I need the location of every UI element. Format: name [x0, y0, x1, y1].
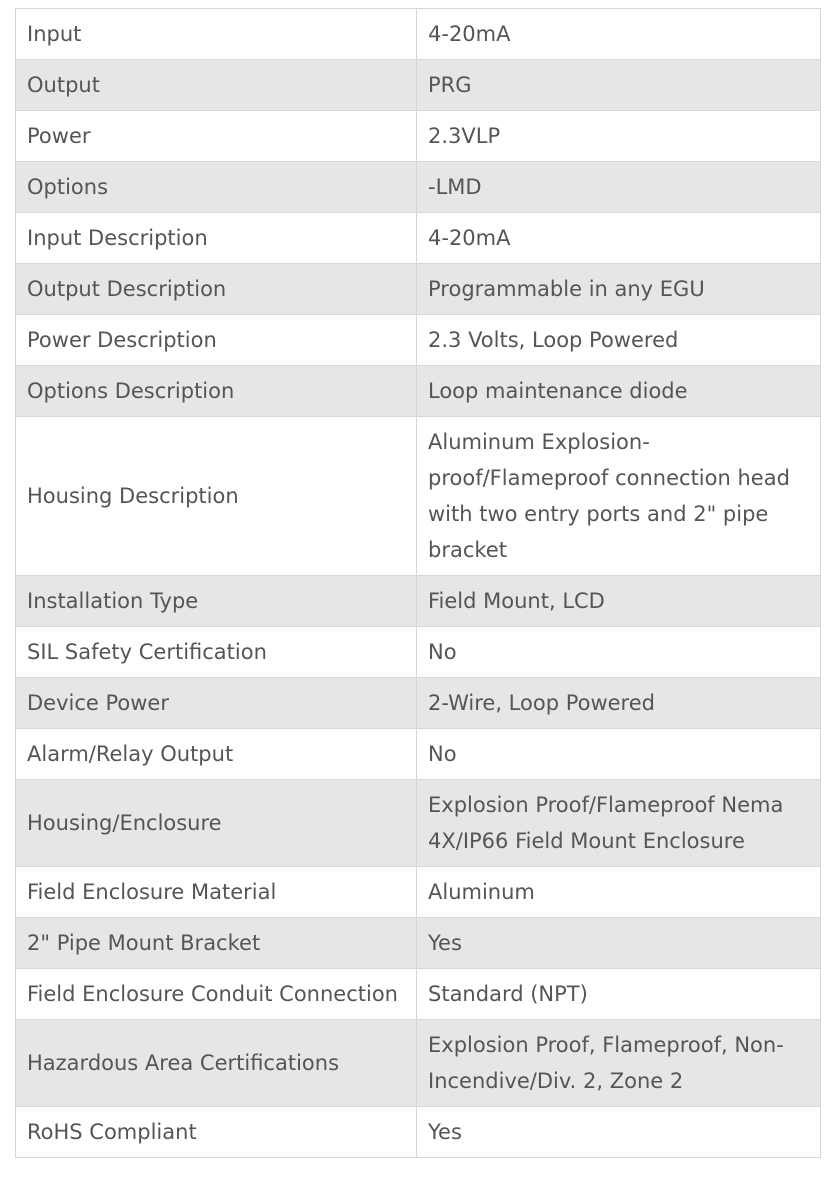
spec-label: RoHS Compliant — [16, 1107, 417, 1158]
spec-label: Alarm/Relay Output — [16, 729, 417, 780]
table-row — [16, 729, 821, 780]
table-row — [16, 60, 821, 111]
table-row — [16, 9, 821, 60]
spec-label: Installation Type — [16, 576, 417, 627]
spec-value: 2-Wire, Loop Powered — [417, 678, 821, 729]
spec-value: Explosion Proof, Flameproof, Non-Incendive/Div. 2, Zone 2 — [417, 1020, 821, 1107]
spec-label: Device Power — [16, 678, 417, 729]
table-row — [16, 264, 821, 315]
table-row — [16, 780, 821, 867]
spec-value: -LMD — [417, 162, 821, 213]
table-row — [16, 678, 821, 729]
table-row — [16, 366, 821, 417]
spec-value: 4-20mA — [417, 213, 821, 264]
table-row — [16, 1107, 821, 1158]
specifications-table — [15, 8, 821, 1158]
table-row — [16, 576, 821, 627]
spec-value: Yes — [417, 918, 821, 969]
spec-label: Power Description — [16, 315, 417, 366]
table-row — [16, 969, 821, 1020]
spec-label: Output — [16, 60, 417, 111]
spec-value: 4-20mA — [417, 9, 821, 60]
spec-value: PRG — [417, 60, 821, 111]
spec-label: Input — [16, 9, 417, 60]
spec-value: Standard (NPT) — [417, 969, 821, 1020]
spec-value: Yes — [417, 1107, 821, 1158]
table-row — [16, 111, 821, 162]
spec-label: Housing/Enclosure — [16, 780, 417, 867]
spec-value: Field Mount, LCD — [417, 576, 821, 627]
table-row — [16, 1020, 821, 1107]
table-row — [16, 213, 821, 264]
spec-label: Options — [16, 162, 417, 213]
spec-label: Hazardous Area Certifications — [16, 1020, 417, 1107]
spec-value: 2.3 Volts, Loop Powered — [417, 315, 821, 366]
spec-value: 2.3VLP — [417, 111, 821, 162]
table-row — [16, 162, 821, 213]
spec-label: Field Enclosure Conduit Connection — [16, 969, 417, 1020]
table-row — [16, 867, 821, 918]
spec-value: No — [417, 627, 821, 678]
spec-label: 2" Pipe Mount Bracket — [16, 918, 417, 969]
spec-value: Programmable in any EGU — [417, 264, 821, 315]
table-row — [16, 315, 821, 366]
spec-label: Field Enclosure Material — [16, 867, 417, 918]
spec-label: Output Description — [16, 264, 417, 315]
table-row — [16, 918, 821, 969]
spec-label: SIL Safety Certification — [16, 627, 417, 678]
spec-value: Aluminum Explosion-proof/Flameproof connection head with two entry ports and 2" pipe bracket — [417, 417, 821, 576]
spec-label: Options Description — [16, 366, 417, 417]
spec-label: Power — [16, 111, 417, 162]
spec-value: Loop maintenance diode — [417, 366, 821, 417]
table-row — [16, 627, 821, 678]
specifications-table-body — [16, 9, 821, 1158]
spec-label: Input Description — [16, 213, 417, 264]
table-row — [16, 417, 821, 576]
spec-value: Explosion Proof/Flameproof Nema 4X/IP66 Field Mount Enclosure — [417, 780, 821, 867]
spec-value: No — [417, 729, 821, 780]
spec-value: Aluminum — [417, 867, 821, 918]
spec-label: Housing Description — [16, 417, 417, 576]
